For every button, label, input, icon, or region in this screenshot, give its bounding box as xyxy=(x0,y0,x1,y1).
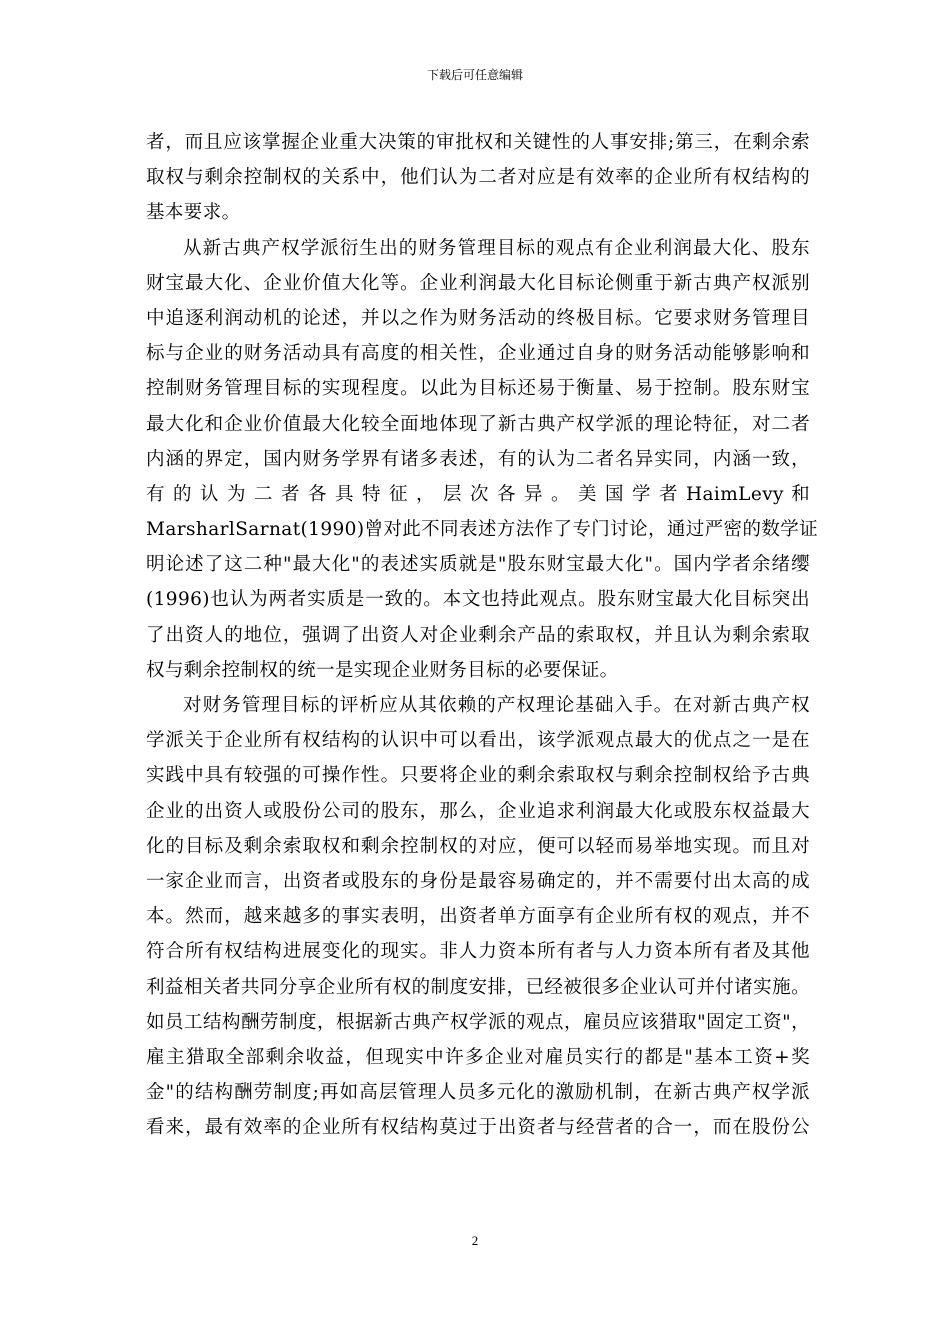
document-body xyxy=(146,125,819,1145)
text-line: 利益相关者共同分享企业所有权的制度安排，已经被很多企业认可并付诸实施。 xyxy=(146,976,810,998)
page-number: 2 xyxy=(471,1233,479,1248)
text-line: 对财务管理目标的评析应从其依赖的产权理论基础入手。在对新古典产权 xyxy=(183,695,810,716)
text-line: MarsharlSarnat(1990)曾对此不同表述方法作了专门讨论，通过严密的数学证 xyxy=(146,519,819,541)
text-line: 权与剩余控制权的统一是实现企业财务目标的必要保证。 xyxy=(146,659,619,681)
text-line: 了出资人的地位，强调了出资人对企业剩余产品的索取权，并且认为剩余索取 xyxy=(146,624,810,646)
text-line: 实践中具有较强的可操作性。只要将企业的剩余索取权与剩余控制权给予古典 xyxy=(146,765,810,787)
text-line: 明论述了这二种"最大化"的表述实质就是"股东财宝最大化"。国内学者余绪缨 xyxy=(146,554,810,576)
text-line: 者，而且应该掌握企业重大决策的审批权和关键性的人事安排;第三，在剩余索 xyxy=(146,132,810,153)
text-line: 符合所有权结构进展变化的现实。非人力资本所有者与人力资本所有者及其他 xyxy=(146,941,810,963)
text-line: 学派关于企业所有权结构的认识中可以看出，该学派观点最大的优点之一是在 xyxy=(146,730,810,752)
paragraph xyxy=(146,231,819,688)
text-line: 财宝最大化、企业价值大化等。企业利润最大化目标论侧重于新古典产权派别 xyxy=(146,272,810,294)
text-line: 如员工结构酬劳制度，根据新古典产权学派的观点，雇员应该猎取"固定工资"， xyxy=(146,1011,810,1033)
page-header: 下载后可任意编辑 xyxy=(426,68,523,82)
text-line: 标与企业的财务活动具有高度的相关性，企业通过自身的财务活动能够影响和 xyxy=(146,343,810,365)
text-line: 基本要求。 xyxy=(146,202,241,224)
text-line: 控制财务管理目标的实现程度。以此为目标还易于衡量、易于控制。股东财宝 xyxy=(146,378,810,400)
text-line: 本。然而，越来越多的事实表明，出资者单方面享有企业所有权的观点，并不 xyxy=(146,906,810,928)
text-line: 企业的出资人或股份公司的股东，那么，企业追求利润最大化或股东权益最大 xyxy=(146,800,810,822)
text-line: 一家企业而言，出资者或股东的身份是最容易确定的，并不需要付出太高的成 xyxy=(146,870,810,892)
text-line: 最大化和企业价值最大化较全面地体现了新古典产权学派的理论特征，对二者 xyxy=(146,413,810,435)
text-line: 金"的结构酬劳制度;再如高层管理人员多元化的激励机制，在新古典产权学派 xyxy=(146,1082,810,1104)
text-line: 中追逐利润动机的论述，并以之作为财务活动的终极目标。它要求财务管理目 xyxy=(146,307,810,329)
paragraph xyxy=(146,688,810,1145)
text-line: 有 的 认 为 二 者 各 具 特 征 ， 层 次 各 异 。 美 国 学 者 HaimLevy 和 xyxy=(146,483,810,505)
text-line: 内涵的界定，国内财务学界有诸多表述，有的认为二者名异实同，内涵一致， xyxy=(146,448,810,470)
text-line: 化的目标及剩余索取权和剩余控制权的对应，便可以轻而易举地实现。而且对 xyxy=(146,835,810,857)
text-line: 雇主猎取全部剩余收益，但现实中许多企业对雇员实行的都是"基本工资+奖 xyxy=(146,1046,810,1068)
text-line: 看来，最有效率的企业所有权结构莫过于出资者与经营者的合一，而在股份公 xyxy=(146,1117,810,1139)
text-line: 从新古典产权学派衍生出的财务管理目标的观点有企业利润最大化、股东 xyxy=(183,237,810,259)
text-line: 取权与剩余控制权的关系中，他们认为二者对应是有效率的企业所有权结构的 xyxy=(146,167,810,189)
text-line: (1996)也认为两者实质是一致的。本文也持此观点。股东财宝最大化目标突出 xyxy=(146,589,810,611)
paragraph xyxy=(146,125,810,231)
